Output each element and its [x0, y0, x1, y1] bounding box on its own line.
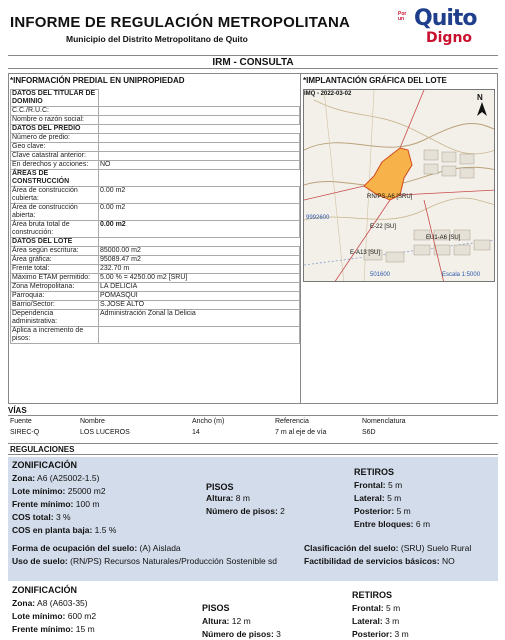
property-group-row: [11, 238, 300, 247]
frame-divider: [300, 73, 301, 404]
vias-heading: VÍAS: [8, 406, 27, 415]
property-row: [11, 274, 300, 283]
property-row: [11, 221, 300, 238]
regulaciones-heading: REGULACIONES: [8, 443, 498, 455]
vias-cell-ancho: 14: [192, 429, 200, 436]
property-value: [99, 107, 300, 116]
vias-header-referencia: Referencia: [275, 418, 309, 425]
forma-ocupacion-field: Forma de ocupación del suelo: (A) Aislada: [12, 543, 181, 553]
pisos-title: PISOS: [206, 482, 234, 492]
vias-header-ancho: Ancho (m): [192, 418, 225, 425]
property-group-spacer: [99, 125, 300, 134]
property-label: Área bruta total de construcción:: [11, 221, 99, 238]
north-arrow-icon: [477, 93, 487, 116]
property-row: [11, 187, 300, 204]
property-row: [11, 310, 300, 327]
uso-suelo-field: Uso de suelo: (RN/PS) Recursos Naturales/Producción Sostenible sd: [12, 556, 278, 566]
map-scale: Escala 1:5000: [442, 272, 481, 278]
property-value: Administración Zonal la Delicia: [99, 310, 300, 327]
property-group-spacer: [99, 170, 300, 187]
property-group-row: [11, 125, 300, 134]
altura-field-2: Altura: 12 m: [202, 616, 251, 626]
property-value: NO: [99, 161, 300, 170]
vias-divider: [8, 415, 498, 416]
property-row: [11, 283, 300, 292]
property-group-spacer: [99, 90, 300, 107]
property-value: LA DELICIA: [99, 283, 300, 292]
zoning-title: ZONIFICACIÓN: [12, 460, 77, 470]
vias-header-nomenclatura: Nomenclatura: [362, 418, 406, 425]
property-row: [11, 301, 300, 310]
zoning-title-2: ZONIFICACIÓN: [12, 585, 77, 595]
vias-cell-nomenclatura: S6D: [362, 429, 376, 436]
property-group-label: DATOS DEL TITULAR DE DOMINIO: [11, 90, 99, 107]
property-label: Aplica a incremento de pisos:: [11, 327, 99, 344]
property-row: [11, 107, 300, 116]
frontal-field: Frontal: 5 m: [354, 480, 403, 490]
vias-header-nombre: Nombre: [80, 418, 105, 425]
posterior-field: Posterior: 5 m: [354, 506, 411, 516]
property-value: [99, 116, 300, 125]
property-label: Máximo ETAM permitido:: [11, 274, 99, 283]
property-row: [11, 161, 300, 170]
property-value: [99, 152, 300, 161]
property-label: Área según escritura:: [11, 247, 99, 256]
property-row: [11, 134, 300, 143]
cos-total-field: COS total: 3 %: [12, 512, 71, 522]
lote-minimo-field-2: Lote mínimo: 600 m2: [12, 611, 97, 621]
map-label-lot: RN/PS-A6 [SRU]: [367, 194, 413, 200]
factibilidad-field: Factibilidad de servicios básicos: NO: [304, 556, 455, 566]
property-label: Geo clave:: [11, 143, 99, 152]
property-table: [10, 89, 300, 344]
property-row: [11, 204, 300, 221]
north-arrow-svg: [477, 102, 487, 116]
map-label-e22: E-22 [SU]: [370, 224, 397, 230]
irm-title-bar: IRM - CONSULTA: [8, 55, 498, 69]
map-heading: *IMPLANTACIÓN GRÁFICA DEL LOTE: [303, 76, 447, 85]
property-label: Área de construcción abierta:: [11, 204, 99, 221]
cos-planta-baja-field: COS en planta baja: 1.5 %: [12, 525, 117, 535]
report-subtitle: Municipio del Distrito Metropolitano de Quito: [66, 34, 248, 44]
north-label: N: [477, 93, 483, 102]
map-svg: [304, 90, 495, 282]
property-group-row: [11, 90, 300, 107]
property-row: [11, 265, 300, 274]
info-heading: *INFORMACIÓN PREDIAL EN UNIPROPIEDAD: [10, 76, 185, 85]
property-value: POMASQUI: [99, 292, 300, 301]
zoning-block-1: [8, 457, 498, 581]
property-label: Nombre o razón social:: [11, 116, 99, 125]
property-label: Área gráfica:: [11, 256, 99, 265]
property-row: [11, 292, 300, 301]
property-group-spacer: [99, 238, 300, 247]
logo-quito-text: Quito: [414, 6, 477, 31]
property-label: Zona Metropolitana:: [11, 283, 99, 292]
frente-minimo-field-2: Frente mínimo: 15 m: [12, 624, 95, 634]
property-label: Barrio/Sector:: [11, 301, 99, 310]
retiros-title-2: RETIROS: [352, 590, 393, 600]
property-group-label: DATOS DEL PREDIO: [11, 125, 99, 134]
altura-field: Altura: 8 m: [206, 493, 250, 503]
lot-map[interactable]: [303, 89, 495, 282]
property-value: 5.00 % = 4250.00 m2 [SRU]: [99, 274, 300, 283]
property-row: [11, 143, 300, 152]
property-label: Frente total:: [11, 265, 99, 274]
property-row: [11, 247, 300, 256]
property-value: [99, 327, 300, 344]
property-group-label: ÁREAS DE CONSTRUCCIÓN: [11, 170, 99, 187]
quito-digno-logo: [396, 8, 496, 54]
vias-cell-nombre: LOS LUCEROS: [80, 429, 130, 436]
map-label-ea13: E-A13 [SU]: [350, 250, 381, 256]
property-value: 85000.00 m2: [99, 247, 300, 256]
lote-minimo-field: Lote mínimo: 25000 m2: [12, 486, 106, 496]
zona-field: Zona: A6 (A25002-1.5): [12, 473, 100, 483]
retiros-title: RETIROS: [354, 467, 395, 477]
property-label: En derechos y acciones:: [11, 161, 99, 170]
numero-pisos-field-2: Número de pisos: 3: [202, 629, 281, 639]
property-group-label: DATOS DEL LOTE: [11, 238, 99, 247]
vias-header-fuente: Fuente: [10, 418, 32, 425]
property-group-row: [11, 170, 300, 187]
property-value: 0.00 m2: [99, 204, 300, 221]
frontal-field-2: Frontal: 5 m: [352, 603, 401, 613]
map-coord-e: 501600: [370, 272, 391, 278]
pisos-title-2: PISOS: [202, 603, 230, 613]
logo-digno-text: Digno: [426, 30, 473, 46]
vias-cell-fuente: SIREC-Q: [10, 429, 40, 436]
map-label-eu1: EU1-A6 [SU]: [426, 235, 461, 241]
zona-field-2: Zona: A8 (A603-35): [12, 598, 88, 608]
clasificacion-suelo-field: Clasificación del suelo: (SRU) Suelo Rural: [304, 543, 472, 553]
report-title: INFORME DE REGULACIÓN METROPOLITANA: [10, 14, 351, 31]
property-row: [11, 116, 300, 125]
property-value: S.JOSE ALTO: [99, 301, 300, 310]
property-label: Número de predio:: [11, 134, 99, 143]
property-value: [99, 143, 300, 152]
map-coord-n: 9992600: [306, 215, 330, 221]
property-value: 232.70 m: [99, 265, 300, 274]
frente-minimo-field: Frente mínimo: 100 m: [12, 499, 100, 509]
property-value: 0.00 m2: [99, 221, 300, 238]
zoning-block-2: [8, 582, 498, 640]
property-label: C.C./R.U.C:: [11, 107, 99, 116]
property-row: [11, 327, 300, 344]
posterior-field-2: Posterior: 3 m: [352, 629, 409, 639]
property-label: Parroquia:: [11, 292, 99, 301]
property-row: [11, 152, 300, 161]
logo-por-text: Por un: [398, 11, 407, 22]
map-caption: IMQ - 2022-03-02: [304, 91, 352, 97]
entre-bloques-field: Entre bloques: 6 m: [354, 519, 431, 529]
property-label: Clave catastral anterior:: [11, 152, 99, 161]
numero-pisos-field: Número de pisos: 2: [206, 506, 285, 516]
lateral-field: Lateral: 5 m: [354, 493, 402, 503]
vias-cell-referencia: 7 m al eje de vía: [275, 429, 327, 436]
property-value: [99, 134, 300, 143]
property-value: 0.00 m2: [99, 187, 300, 204]
property-value: 95089.47 m2: [99, 256, 300, 265]
property-row: [11, 256, 300, 265]
property-label: Área de construcción cubierta:: [11, 187, 99, 204]
property-label: Dependencia administrativa:: [11, 310, 99, 327]
lateral-field-2: Lateral: 3 m: [352, 616, 400, 626]
